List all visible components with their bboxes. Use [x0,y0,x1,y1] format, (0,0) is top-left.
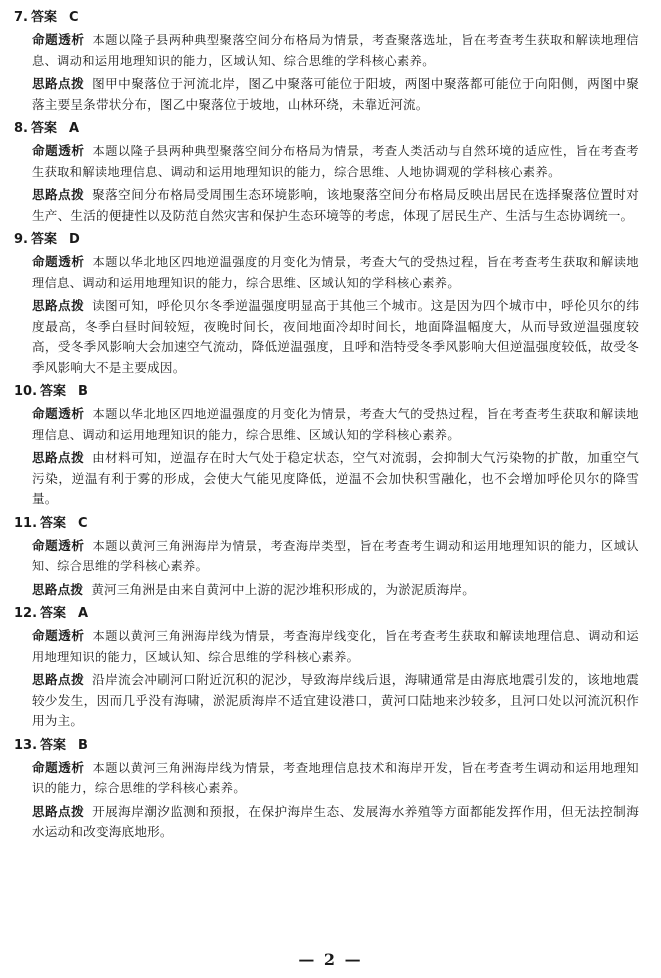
solution-text: 沿岸流会冲刷河口附近沉积的泥沙，导致海岸线后退，海啸通常是由海底地震引发的，该地地震较少发生，因而几乎没有海啸，淤泥质海岸不适宜建设港口，黄河口陆地来沙较多，且河口处以河流沉积作用为主。 [32,672,639,728]
question-number: 10. [14,384,38,399]
question-number: 7. [14,10,28,25]
analysis-paragraph [14,30,639,71]
analysis-tag: 命题透析 [32,628,85,643]
solution-text: 开展海岸潮汐监测和预报，在保护海岸生态、发展海水养殖等方面都能发挥作用，但无法控制海水运动和改变海底地形。 [32,803,639,839]
answer-item [14,230,639,378]
solution-tag: 思路点拨 [32,803,85,819]
analysis-text: 本题以华北地区四地逆温强度的月变化为情景，考查大气的受热过程，旨在考查考生获取和解读地理信息、调动和运用地理知识的能力，综合思维、区域认知的学科核心素养。 [32,407,639,442]
solution-tag: 思路点拨 [32,672,85,687]
analysis-paragraph [14,404,639,445]
answer-label: 答案 [30,121,57,136]
analysis-paragraph [14,626,639,667]
answer-letter: B [78,737,88,753]
answer-header [14,8,639,27]
solution-paragraph [14,802,639,843]
answer-header [14,230,639,249]
analysis-tag: 命题透析 [32,406,85,421]
analysis-tag: 命题透析 [32,537,85,553]
solution-text: 图甲中聚落位于河流北岸，图乙中聚落可能位于阳坡，两图中聚落都可能位于向阳侧，两图中聚落主要呈条带状分布，图乙中聚落位于坡地，山林环绕，未靠近河流。 [32,76,639,112]
question-number: 11. [14,515,38,531]
answer-letter: C [69,10,79,25]
question-number: 13. [14,737,38,753]
question-number: 12. [14,606,38,621]
answer-header [14,514,639,533]
answer-list [14,8,639,843]
answer-label: 答案 [40,737,67,753]
answer-header [14,119,639,138]
question-number: 9. [14,232,28,247]
answer-label: 答案 [40,606,67,621]
answer-header [14,382,639,401]
analysis-paragraph [14,536,639,577]
solution-tag: 思路点拨 [32,187,85,202]
analysis-tag: 命题透析 [32,32,85,47]
analysis-paragraph [14,141,639,182]
answer-item [14,604,639,732]
analysis-text: 本题以黄河三角洲海岸为情景，考查海岸类型，旨在考查考生调动和运用地理知识的能力，区域认知、综合思维的学科核心素养。 [32,538,639,573]
analysis-text: 本题以隆子县两种典型聚落空间分布格局为情景，考查人类活动与自然环境的适应性，旨在考查考生获取和解读地理信息、调动和运用地理知识的能力，综合思维、人地协调观的学科核心素养。 [32,144,639,179]
solution-paragraph [14,448,639,510]
answer-letter: A [78,606,89,621]
page-number: — 2 — [298,950,363,969]
analysis-paragraph [14,252,639,293]
answer-item [14,382,639,510]
answer-label: 答案 [40,515,67,531]
analysis-text: 本题以黄河三角洲海岸线为情景，考查海岸线变化，旨在考查考生获取和解读地理信息、调动和运用地理知识的能力，区域认知、综合思维的学科核心素养。 [32,629,639,664]
answer-letter: A [69,121,80,136]
question-number: 8. [14,121,28,136]
solution-paragraph [14,670,639,732]
answer-header [14,604,639,623]
solution-paragraph [14,74,639,115]
analysis-text: 本题以黄河三角洲海岸线为情景，考查地理信息技术和海岸开发，旨在考查考生调动和运用地理知识的能力，综合思维的学科核心素养。 [32,760,639,795]
answer-label: 答案 [40,384,67,399]
analysis-tag: 命题透析 [32,254,85,269]
solution-tag: 思路点拨 [32,76,85,91]
analysis-tag: 命题透析 [32,759,85,775]
answer-item [14,119,639,226]
solution-text: 聚落空间分布格局受周围生态环境影响，该地聚落空间分布格局反映出居民在选择聚落位置时对生产、生活的便捷性以及防范自然灾害和保护生态环境等的考虑，体现了居民生产、生活与生态协调统一。 [32,187,639,223]
answer-header [14,736,639,755]
solution-paragraph [14,296,639,378]
analysis-tag: 命题透析 [32,143,85,158]
answer-item [14,8,639,115]
answer-label: 答案 [30,10,57,25]
answer-label: 答案 [30,232,57,247]
solution-text: 读图可知，呼伦贝尔冬季逆温强度明显高于其他三个城市。这是因为四个城市中，呼伦贝尔的纬度最高，冬季白昼时间较短，夜晚时间长，夜间地面冷却时间长，地面降温幅度大，从而导致逆温强度较高，受冬季风影响大会加速空气流动，降低逆温强度，且呼和浩特受冬季风影响大但逆温强度较低，故受冬季风影响大不是主要成因。 [32,298,639,375]
solution-tag: 思路点拨 [32,298,85,313]
answer-item [14,736,639,843]
answer-letter: D [69,232,80,247]
solution-text: 由材料可知，逆温存在时大气处于稳定状态，空气对流弱，会抑制大气污染物的扩散，加重空气污染，逆温有利于雾的形成，会使大气能见度降低，逆温不会加快积雪融化，也不会增加呼伦贝尔的降雪量。 [32,450,639,506]
solution-paragraph [14,580,639,601]
solution-tag: 思路点拨 [32,450,85,465]
answer-item [14,514,639,601]
analysis-paragraph [14,758,639,799]
solution-paragraph [14,185,639,226]
answer-letter: B [78,384,88,399]
solution-text: 黄河三角洲是由来自黄河中上游的泥沙堆积形成的，为淤泥质海岸。 [91,581,475,597]
analysis-text: 本题以华北地区四地逆温强度的月变化为情景，考查大气的受热过程，旨在考查考生获取和解读地理信息、调动和运用地理知识的能力，综合思维、区域认知的学科核心素养。 [32,255,639,290]
solution-tag: 思路点拨 [32,581,84,597]
analysis-text: 本题以隆子县两种典型聚落空间分布格局为情景，考查聚落选址，旨在考查考生获取和解读地理信息、调动和运用地理知识的能力，区域认知、综合思维的学科核心素养。 [32,33,639,68]
answer-letter: C [78,515,88,531]
